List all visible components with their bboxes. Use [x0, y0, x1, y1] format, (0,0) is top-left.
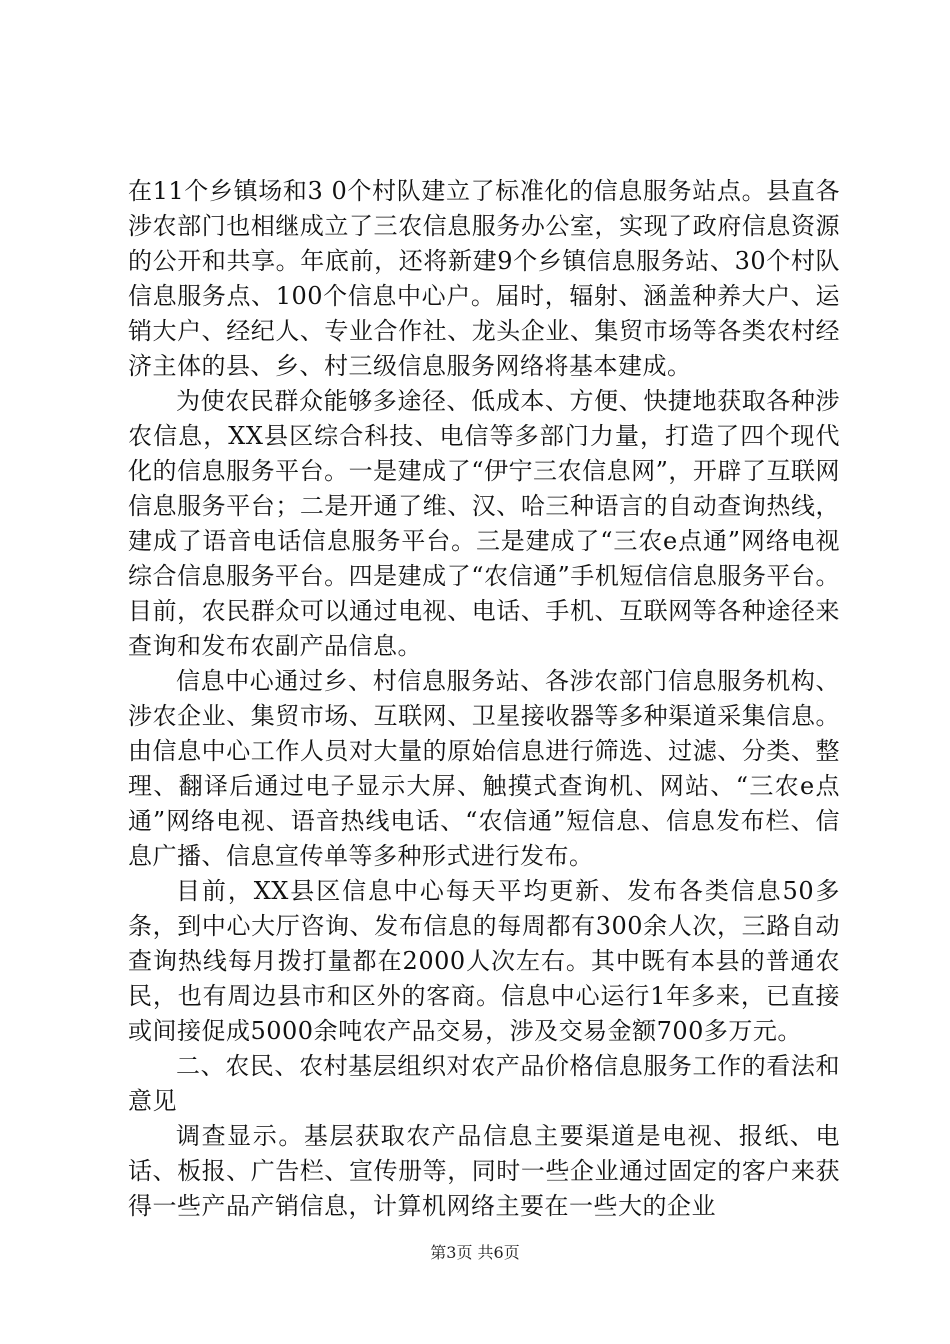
paragraph-5: 调查显示。基层获取农产品信息主要渠道是电视、报纸、电话、板报、广告栏、宣传册等，同时一些企业通过固定的客户来获得一些产品产销信息，计算机网络主要在一些大的企业 — [128, 1122, 840, 1220]
page-footer: 第3页 共6页 — [430, 1243, 520, 1262]
document-body — [128, 174, 840, 1224]
paragraph-1: 在11个乡镇场和3 0个村队建立了标准化的信息服务站点。县直各涉农部门也相继成立了三农信息服务办公室，实现了政府信息资源的公开和共享。年底前，还将新建9个乡镇信息服务站、30个村队信息服务点、100个信息中心户。届时，辐射、涵盖种养大户、运销大户、经纪人、专业合作社、龙头企业、集贸市场等各类农村经济主体的县、乡、村三级信息服务网络将基本建成。 — [128, 177, 840, 380]
section-heading: 二、农民、农村基层组织对农产品价格信息服务工作的看法和意见 — [128, 1052, 840, 1115]
paragraph-2: 为使农民群众能够多途径、低成本、方便、快捷地获取各种涉农信息，XX县区综合科技、电信等多部门力量，打造了四个现代化的信息服务平台。一是建成了“伊宁三农信息网”，开辟了互联网信息服务平台；二是开通了维、汉、哈三种语言的自动查询热线，建成了语音电话信息服务平台。三是建成了“三农e点通”网络电视综合信息服务平台。四是建成了“农信通”手机短信信息服务平台。目前，农民群众可以通过电视、电话、手机、互联网等各种途径来查询和发布农副产品信息。 — [128, 387, 840, 660]
paragraph-4: 目前，XX县区信息中心每天平均更新、发布各类信息50多条，到中心大厅咨询、发布信息的每周都有300余人次，三路自动查询热线每月拨打量都在2000人次左右。其中既有本县的普通农民，也有周边县市和区外的客商。信息中心运行1年多来，已直接或间接促成5000余吨农产品交易，涉及交易金额700多万元。 — [128, 877, 840, 1045]
paragraph-3: 信息中心通过乡、村信息服务站、各涉农部门信息服务机构、涉农企业、集贸市场、互联网、卫星接收器等多种渠道采集信息。由信息中心工作人员对大量的原始信息进行筛选、过滤、分类、整理、翻译后通过电子显示大屏、触摸式查询机、网站、“三农e点通”网络电视、语音热线电话、“农信通”短信息、信息发布栏、信息广播、信息宣传单等多种形式进行发布。 — [128, 667, 840, 870]
